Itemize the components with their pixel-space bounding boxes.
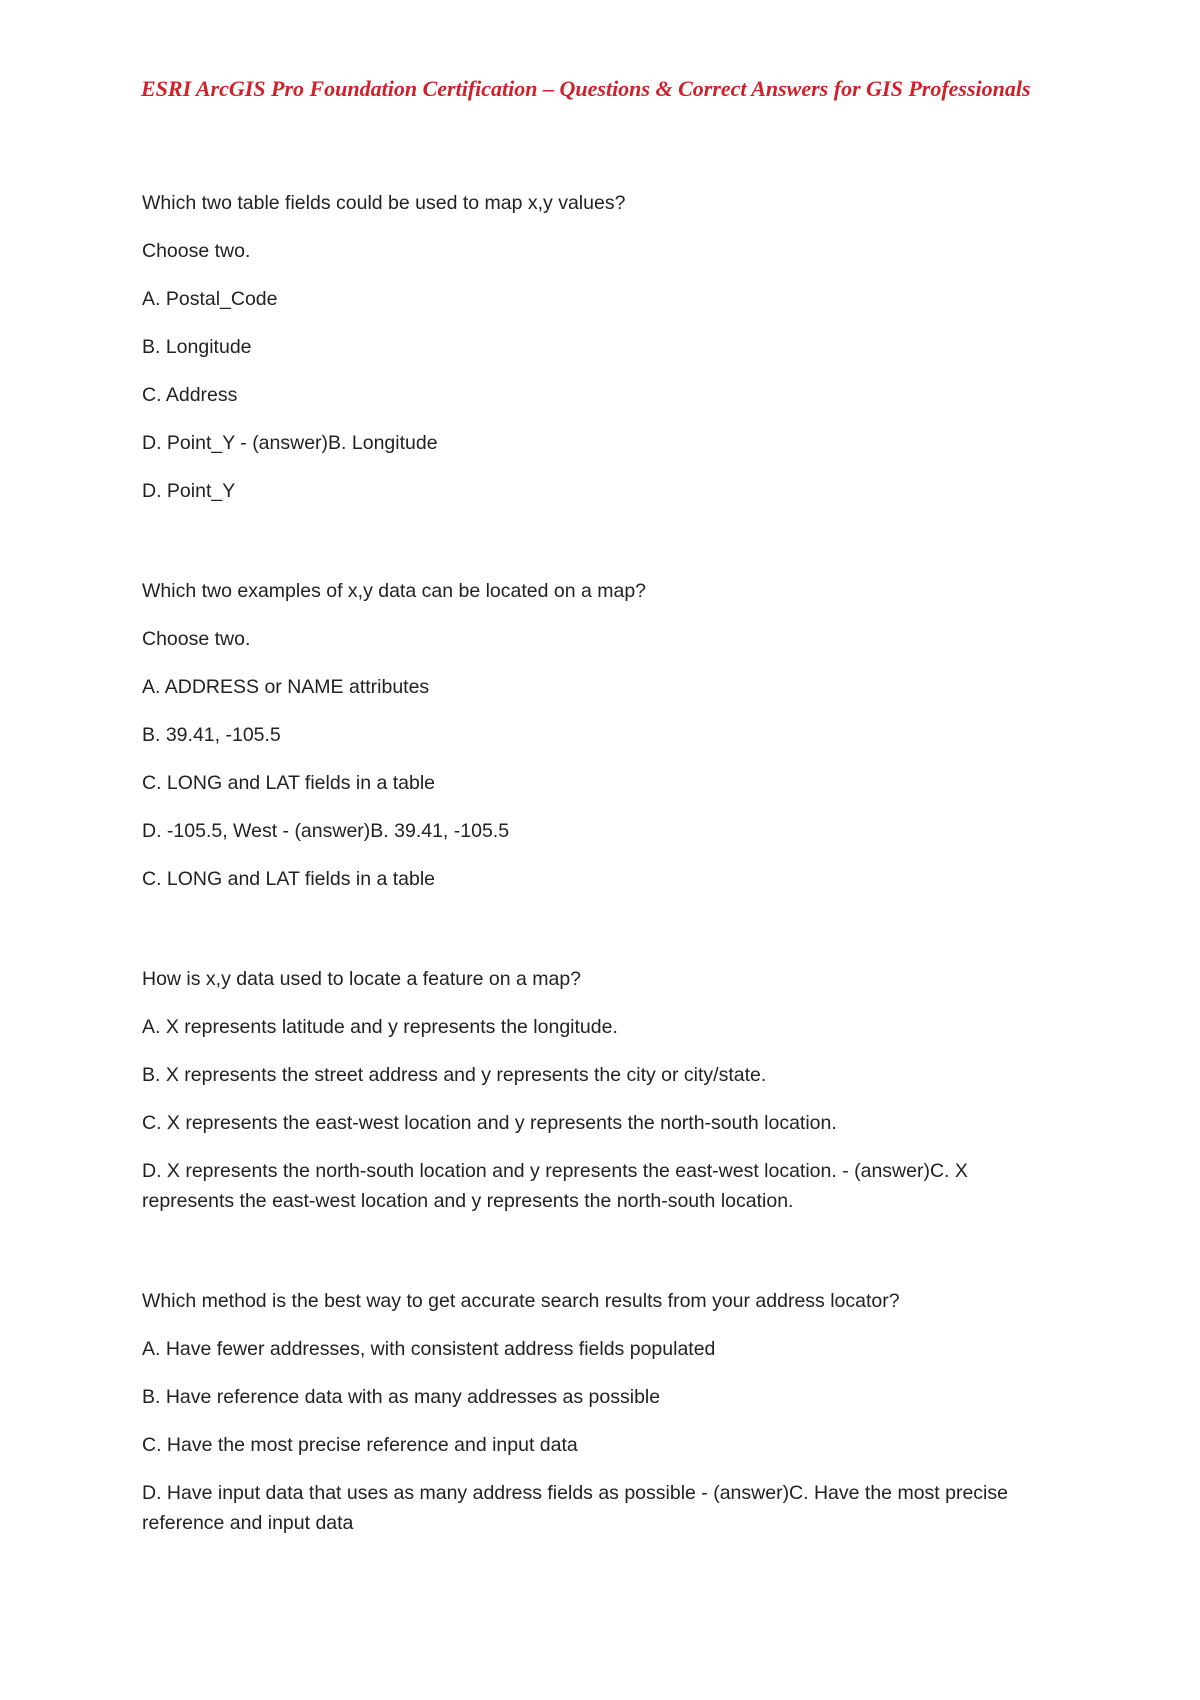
- answer-option: D. -105.5, West - (answer)B. 39.41, -105.5: [142, 820, 510, 842]
- question-block-1: [142, 188, 1022, 506]
- answer-option: B. Longitude: [142, 336, 252, 358]
- answer-option: C. X represents the east-west location and y represents the north-south location.: [142, 1112, 837, 1134]
- answer-option: C. LONG and LAT fields in a table: [142, 772, 436, 794]
- answer-option: B. 39.41, -105.5: [142, 724, 281, 746]
- question-instruction: Choose two.: [142, 240, 251, 262]
- document-title: ESRI ArcGIS Pro Foundation Certification – Questions & Correct Answers for GIS Professionals: [141, 76, 1031, 101]
- question-block-4: [142, 1286, 1022, 1538]
- answer-option: A. ADDRESS or NAME attributes: [142, 676, 430, 698]
- question-text: Which two table fields could be used to map x,y values?: [142, 192, 626, 214]
- answer-option: C. Address: [142, 384, 238, 406]
- answer-option: D. Point_Y: [142, 480, 236, 502]
- answer-option: C. Have the most precise reference and input data: [142, 1434, 578, 1456]
- answer-option: D. Have input data that uses as many address fields as possible - (answer)C. Have the most precise reference and input data: [142, 1482, 1008, 1534]
- answer-option: D. Point_Y - (answer)B. Longitude: [142, 432, 438, 454]
- answer-option: D. X represents the north-south location and y represents the east-west location. - (answer)C. X represents the east-west location and y represents the north-south location.: [142, 1160, 968, 1212]
- answer-option: B. Have reference data with as many addresses as possible: [142, 1386, 661, 1408]
- question-block-3: [142, 964, 1022, 1216]
- answer-option: A. Postal_Code: [142, 288, 278, 310]
- answer-option: A. Have fewer addresses, with consistent address fields populated: [142, 1338, 716, 1360]
- answer-option: A. X represents latitude and y represents the longitude.: [142, 1016, 618, 1038]
- question-text: Which two examples of x,y data can be located on a map?: [142, 580, 647, 602]
- question-text: Which method is the best way to get accurate search results from your address locator?: [142, 1290, 900, 1312]
- answer-option: B. X represents the street address and y represents the city or city/state.: [142, 1064, 767, 1086]
- question-instruction: Choose two.: [142, 628, 251, 650]
- question-block-2: [142, 576, 1022, 894]
- question-text: How is x,y data used to locate a feature on a map?: [142, 968, 582, 990]
- answer-option: C. LONG and LAT fields in a table: [142, 868, 436, 890]
